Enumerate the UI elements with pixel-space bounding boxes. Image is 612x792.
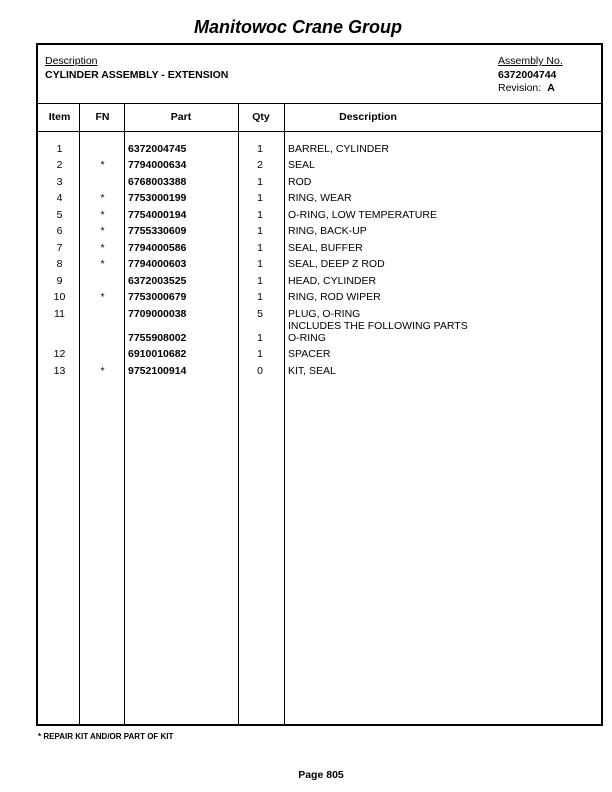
qty-cell: 1 [257, 176, 263, 188]
revision [498, 82, 555, 94]
qty-cell: 1 [257, 275, 263, 287]
part-number-cell: 7794000603 [128, 258, 187, 270]
part-number-cell: 7753000199 [128, 192, 187, 204]
part-number-cell: 6910010682 [128, 348, 187, 360]
qty-cell: 1 [257, 225, 263, 237]
column-header-qty: Qty [252, 111, 270, 123]
table-row [38, 332, 601, 346]
qty-cell: 1 [257, 348, 263, 360]
part-number-cell: 7753000679 [128, 291, 187, 303]
part-number-cell: 7755330609 [128, 225, 187, 237]
item-cell: 3 [56, 176, 63, 188]
fn-cell: * [100, 258, 105, 270]
qty-cell: 1 [257, 332, 263, 344]
description-cell: RING, BACK-UP [288, 225, 367, 237]
description-label: Description [45, 55, 98, 67]
qty-cell: 1 [257, 242, 263, 254]
company-title: Manitowoc Crane Group [193, 17, 402, 37]
item-cell: 7 [56, 242, 63, 254]
table-row [38, 192, 601, 206]
table-row [38, 275, 601, 289]
item-cell: 11 [54, 308, 65, 320]
item-cell: 9 [56, 275, 63, 287]
description-cell: RING, ROD WIPER [288, 291, 381, 303]
description-cell: INCLUDES THE FOLLOWING PARTS [288, 320, 468, 332]
description-value: CYLINDER ASSEMBLY - EXTENSION [45, 69, 229, 81]
item-cell: 4 [56, 192, 63, 204]
fn-cell: * [100, 225, 105, 237]
column-header-description: Description [339, 111, 397, 123]
assembly-number-label: Assembly No. [498, 55, 563, 67]
description-cell: RING, WEAR [288, 192, 352, 204]
fn-cell: * [100, 365, 105, 377]
item-cell: 1 [56, 143, 63, 155]
description-cell: ROD [288, 176, 312, 188]
item-cell: 8 [56, 258, 63, 270]
part-number-cell: 7709000038 [128, 308, 187, 320]
table-row [38, 225, 601, 239]
description-cell: KIT, SEAL [288, 365, 336, 377]
table-row [38, 348, 601, 362]
column-header-item: Item [48, 111, 71, 123]
table-row [38, 242, 601, 256]
table-row [38, 365, 601, 379]
table-row [38, 143, 601, 157]
table-row [38, 209, 601, 223]
description-cell: O-RING, LOW TEMPERATURE [288, 209, 437, 221]
qty-cell: 2 [257, 159, 263, 171]
column-header-part: Part [170, 111, 192, 123]
description-cell: O-RING [288, 332, 326, 344]
part-number-cell: 6372003525 [128, 275, 187, 287]
revision-value: A [547, 82, 555, 94]
part-number-cell: 6768003388 [128, 176, 187, 188]
fn-cell: * [100, 209, 105, 221]
assembly-header [38, 45, 601, 104]
description-cell: BARREL, CYLINDER [288, 143, 389, 155]
qty-cell: 5 [257, 308, 263, 320]
fn-cell: * [100, 291, 105, 303]
part-number-cell: 7794000634 [128, 159, 187, 171]
fn-cell: * [100, 242, 105, 254]
fn-cell: * [100, 159, 105, 171]
item-cell: 2 [56, 159, 63, 171]
description-cell: SPACER [288, 348, 331, 360]
table-row [38, 258, 601, 272]
table-row [38, 176, 601, 190]
description-cell: SEAL [288, 159, 315, 171]
table-row [38, 291, 601, 305]
part-number-cell: 7755908002 [128, 332, 187, 344]
description-cell: PLUG, O-RING [288, 308, 361, 320]
fn-cell: * [100, 192, 105, 204]
assembly-number-value: 6372004744 [498, 69, 557, 81]
column-headers [38, 104, 601, 132]
column-header-fn: FN [95, 111, 110, 123]
qty-cell: 1 [257, 192, 263, 204]
qty-cell: 0 [257, 365, 263, 377]
revision-label: Revision: [498, 82, 542, 94]
item-cell: 6 [56, 225, 63, 237]
description-cell: SEAL, BUFFER [288, 242, 363, 254]
table-row [38, 159, 601, 173]
item-cell: 13 [53, 365, 66, 377]
qty-cell: 1 [257, 291, 263, 303]
qty-cell: 1 [257, 209, 263, 221]
parts-table-frame [36, 43, 603, 726]
item-cell: 10 [53, 291, 66, 303]
footnote: * REPAIR KIT AND/OR PART OF KIT [38, 732, 174, 741]
page-number: Page 805 [298, 769, 344, 781]
qty-cell: 1 [257, 143, 263, 155]
qty-cell: 1 [257, 258, 263, 270]
description-cell: HEAD, CYLINDER [288, 275, 377, 287]
part-number-cell: 7754000194 [128, 209, 187, 221]
part-number-cell: 6372004745 [128, 143, 187, 155]
description-cell: SEAL, DEEP Z ROD [288, 258, 385, 270]
part-number-cell: 7794000586 [128, 242, 187, 254]
item-cell: 12 [53, 348, 66, 360]
part-number-cell: 9752100914 [128, 365, 187, 377]
item-cell: 5 [56, 209, 63, 221]
